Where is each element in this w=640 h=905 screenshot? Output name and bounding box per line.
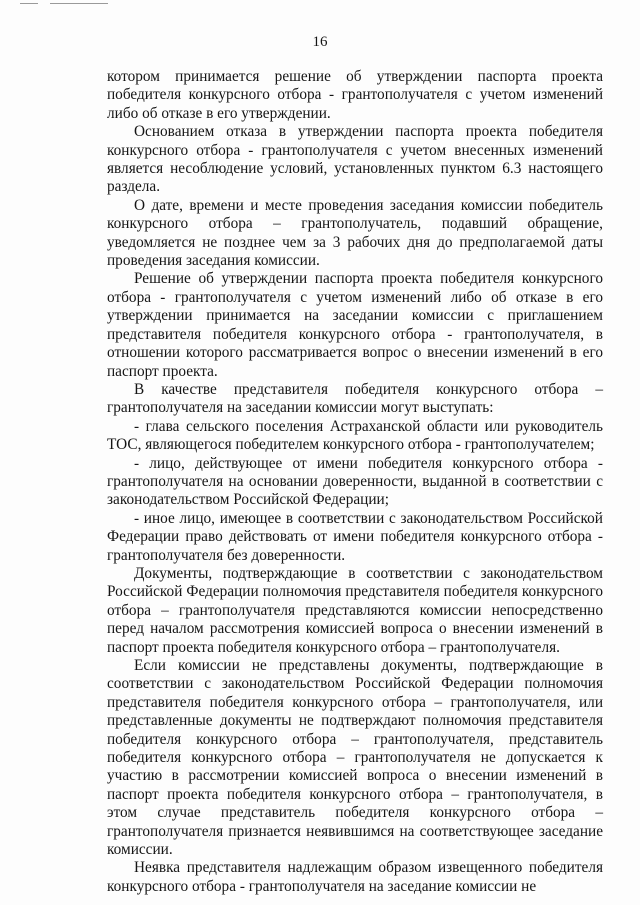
scan-artifact-mark	[20, 3, 38, 4]
paragraph: О дате, времени и месте проведения заседания комиссии победитель конкурсного отбора – грантополучатель, подавший обращение, уведомляется не позднее чем за 3 рабочих дня до предполагаемой даты проведения заседания комиссии.	[107, 196, 603, 270]
document-body	[107, 68, 603, 896]
paragraph: Неявка представителя надлежащим образом извещенного победителя конкурсного отбора - грантополучателя на заседание комиссии не	[107, 859, 603, 895]
paragraph: Документы, подтверждающие в соответствии с законодательством Российской Федерации полномочия представителя победителя конкурсного отбора – грантополучателя представляются комиссии непосредственно перед началом рассмотрения комиссией вопроса о внесении изменений в паспорт проекта победителя конкурсного отбора – грантополучателя.	[107, 564, 603, 656]
paragraph: Основанием отказа в утверждении паспорта проекта победителя конкурсного отбора - грантополучателя с учетом внесенных изменений является несоблюдение условий, установленных пунктом 6.3 настоящего раздела.	[107, 123, 603, 196]
scan-artifact-mark	[50, 3, 108, 4]
page-number: 16	[312, 34, 328, 50]
list-item: - лицо, действующее от имени победителя конкурсного отбора - грантополучателя на основании доверенности, выданной в соответствии с законодательством Российской Федерации;	[107, 454, 603, 509]
list-item: - иное лицо, имеющее в соответствии с законодательством Российской Федерации право действовать от имени победителя конкурсного отбора - грантополучателя без доверенности.	[107, 509, 603, 564]
list-item: - глава сельского поселения Астраханской области или руководитель ТОС, являющегося победителем конкурсного отбора - грантополучателем;	[107, 417, 603, 454]
paragraph: В качестве представителя победителя конкурсного отбора – грантополучателя на заседании комиссии могут выступать:	[107, 380, 603, 417]
paragraph: котором принимается решение об утверждении паспорта проекта победителя конкурсного отбора - грантополучателя с учетом изменений либо об отказе в его утверждении.	[107, 68, 603, 122]
paragraph: Если комиссии не представлены документы, подтверждающие в соответствии с законодательством Российской Федерации полномочия представителя победителя конкурсного отбора – грантополучателя, или представленные документы не подтверждают полномочия представителя победителя конкурсного отбора – грантополучателя, представитель победителя конкурсного отбора – грантополучателя не допускается к участию в рассмотрении комиссией вопроса о внесении изменений в паспорт проекта победителя конкурсного отбора – грантополучателя, в этом случае представитель победителя конкурсного отбора – грантополучателя признается неявившимся на соответствующее заседание комиссии.	[107, 657, 603, 859]
paragraph: Решение об утверждении паспорта проекта победителя конкурсного отбора - грантополучателя с учетом изменений либо об отказе в его утверждении принимается на заседании комиссии с приглашением представителя победителя конкурсного отбора - грантополучателя, в отношении которого рассматривается вопрос о внесении изменений в его паспорт проекта.	[107, 270, 603, 380]
